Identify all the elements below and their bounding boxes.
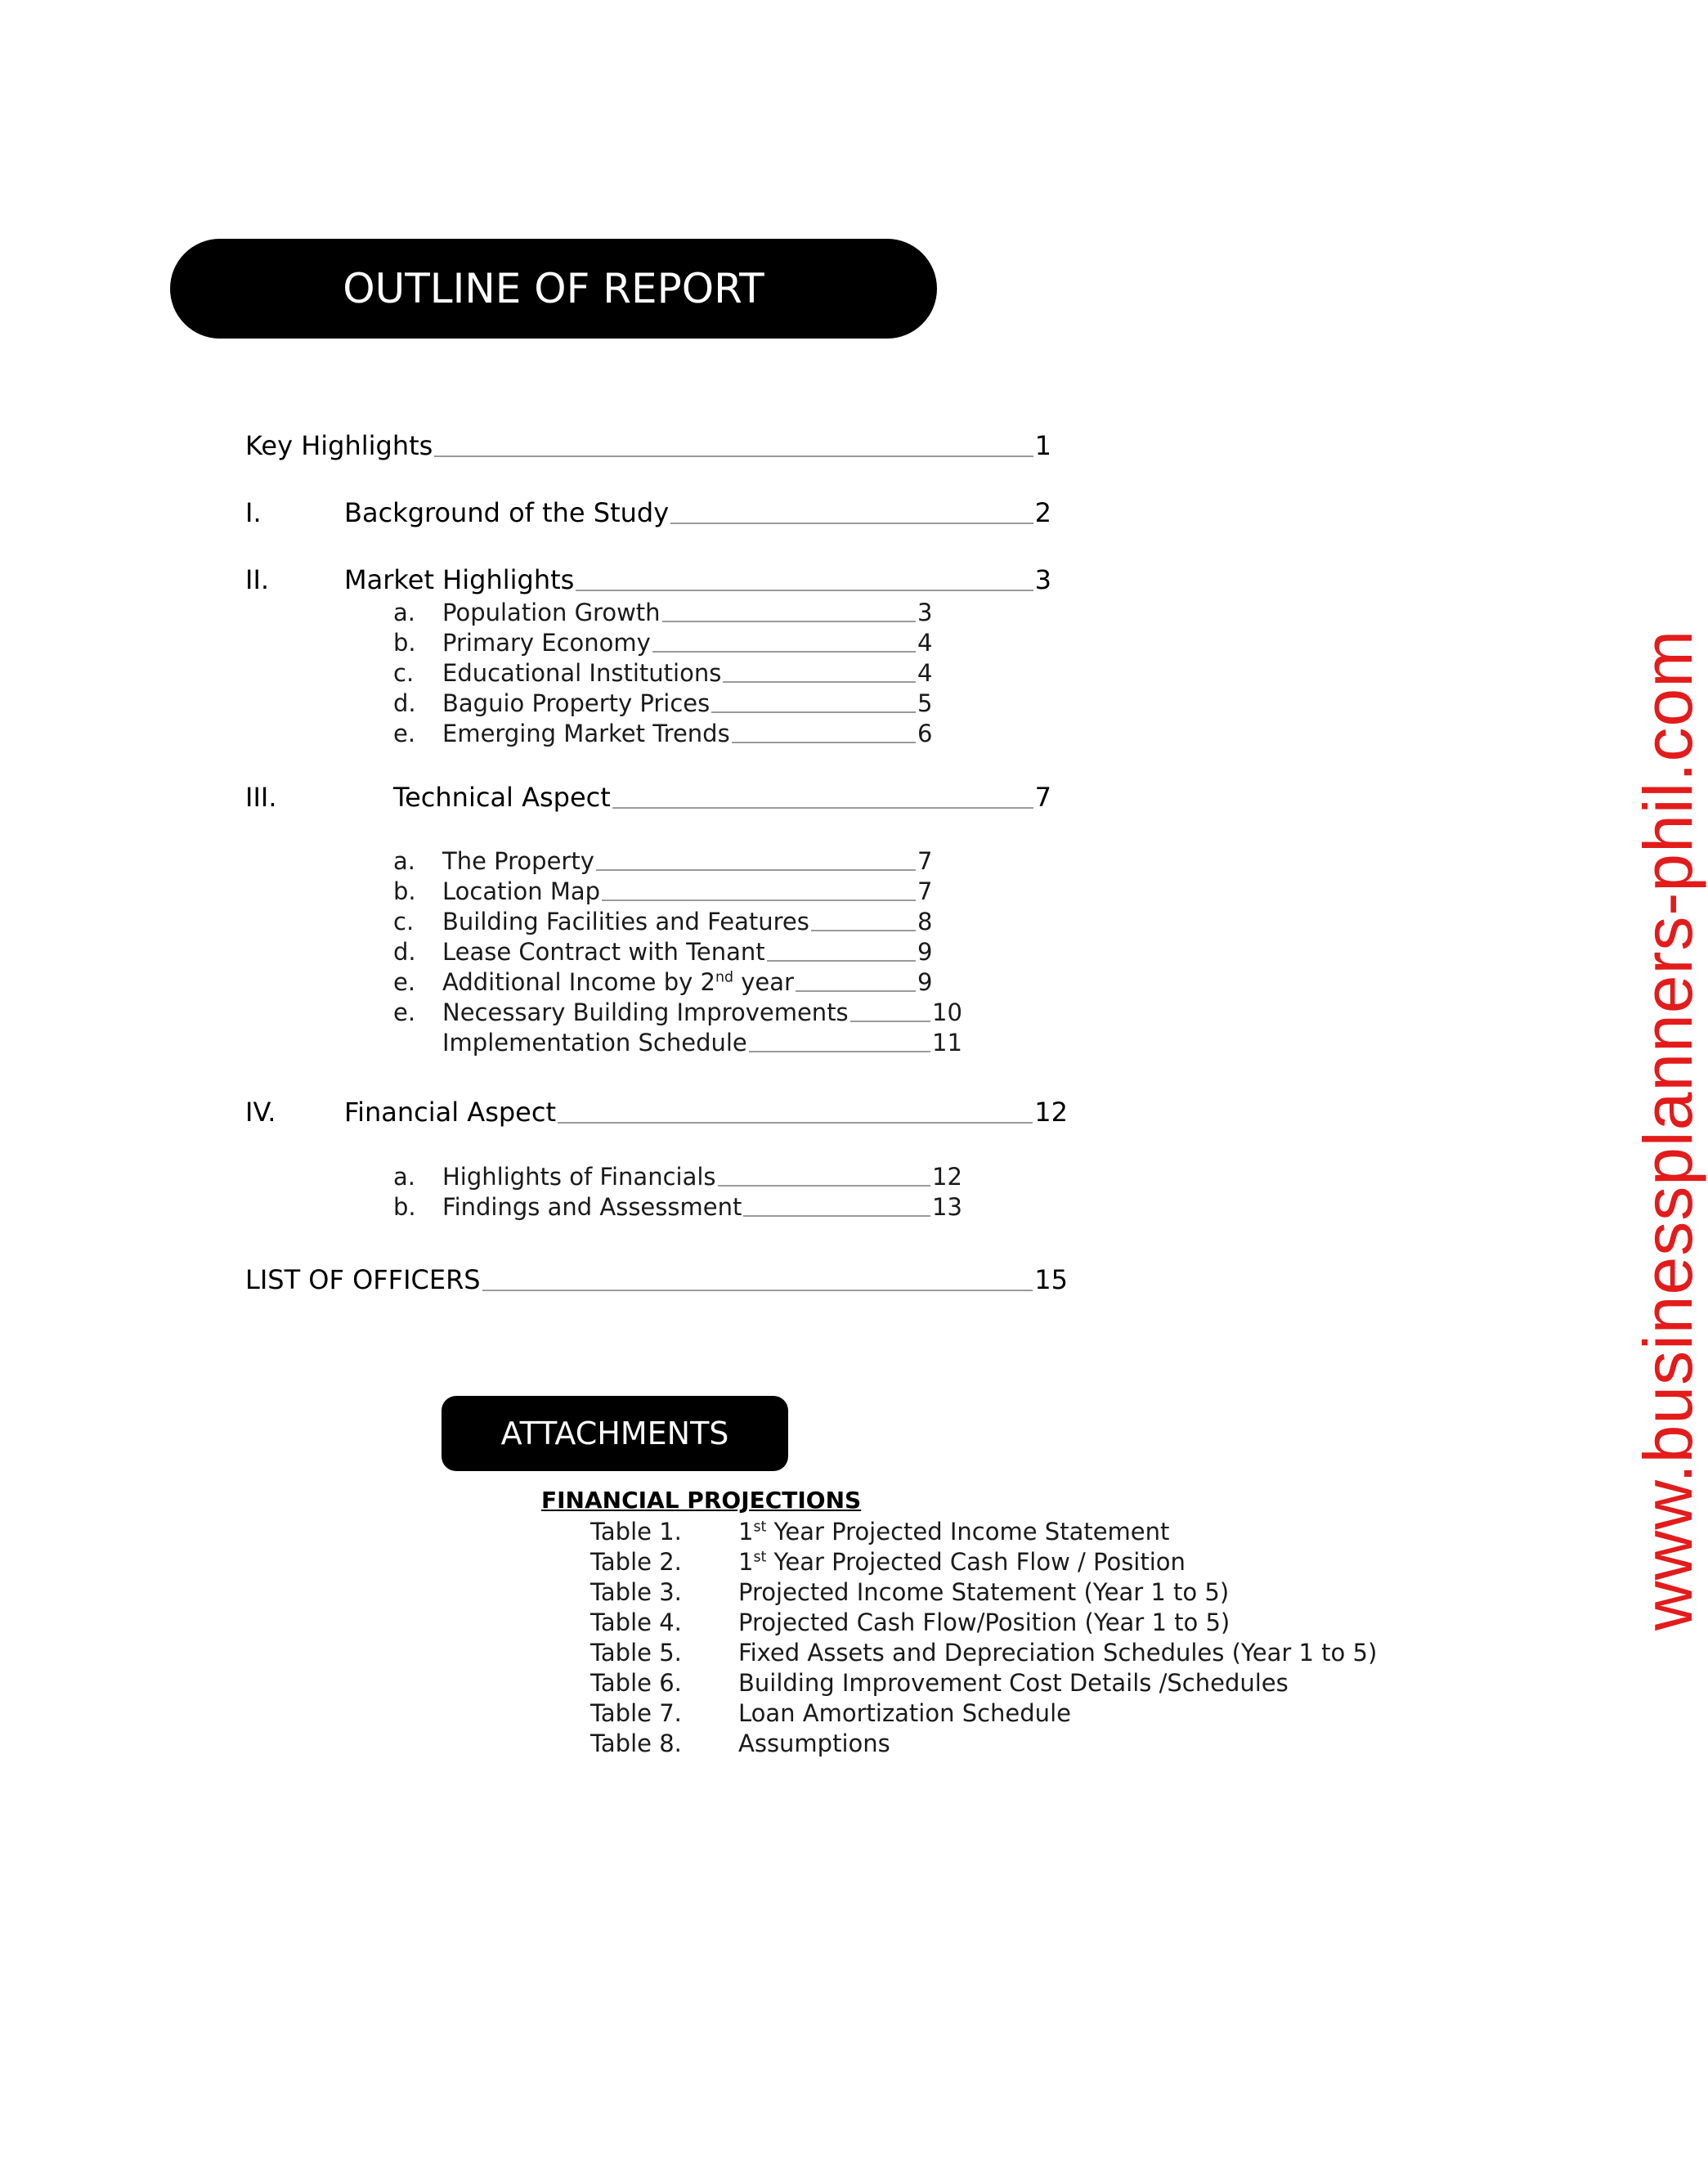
toc-sub-page: 6 xyxy=(917,720,933,747)
toc-sub-page: 7 xyxy=(917,877,933,905)
toc-sub-entry xyxy=(442,689,950,717)
toc-entry-label: Market Highlights xyxy=(344,564,575,595)
toc-entry-page: 15 xyxy=(1034,1264,1068,1295)
toc-entry-financial-aspect xyxy=(344,1097,1068,1128)
toc-sub-page: 10 xyxy=(932,998,962,1026)
toc-leader-line xyxy=(718,1185,930,1187)
toc-sub-label: Lease Contract with Tenant xyxy=(442,938,765,966)
toc-sub-entry xyxy=(442,847,950,875)
toc-sub-letter: e. xyxy=(393,998,416,1026)
toc-entry-list-of-officers xyxy=(245,1264,1068,1295)
toc-entry-page: 3 xyxy=(1034,564,1051,595)
toc-leader-line xyxy=(711,711,916,713)
toc-leader-line xyxy=(723,681,916,683)
toc-entry-page: 2 xyxy=(1034,497,1051,528)
attachments-title: ATTACHMENTS xyxy=(500,1416,729,1451)
toc-sub-letter: b. xyxy=(393,877,416,905)
toc-leader-line xyxy=(482,1290,1033,1291)
toc-sub-entry xyxy=(442,1193,965,1221)
attachment-table-description: Building Improvement Cost Details /Schedules xyxy=(738,1669,1289,1697)
toc-leader-line xyxy=(743,1215,930,1217)
attachment-table-label: Table 6. xyxy=(590,1669,682,1697)
toc-leader-line xyxy=(602,900,916,901)
toc-sub-label: Emerging Market Trends xyxy=(442,720,730,747)
toc-entry-label: Technical Aspect xyxy=(393,782,611,813)
attachment-table-label: Table 7. xyxy=(590,1699,682,1727)
attachment-table-label: Table 2. xyxy=(590,1548,682,1576)
attachment-table-description: Loan Amortization Schedule xyxy=(738,1699,1071,1727)
attachment-table-label: Table 4. xyxy=(590,1608,682,1636)
toc-entry-label: Key Highlights xyxy=(245,430,433,461)
toc-leader-line xyxy=(612,807,1033,809)
toc-sub-page: 3 xyxy=(917,599,933,626)
toc-sub-label: The Property xyxy=(442,847,594,875)
toc-sub-letter: a. xyxy=(393,1163,415,1191)
toc-sub-page: 9 xyxy=(917,968,933,996)
toc-sub-entry xyxy=(442,968,950,996)
toc-sub-page: 4 xyxy=(917,659,933,687)
toc-sub-label: Highlights of Financials xyxy=(442,1163,716,1191)
toc-sub-page: 5 xyxy=(917,689,933,717)
report-title: OUTLINE OF REPORT xyxy=(343,265,764,312)
toc-sub-label: Location Map xyxy=(442,877,601,905)
toc-sub-label: Necessary Building Improvements xyxy=(442,998,849,1026)
attachment-table-description: Projected Income Statement (Year 1 to 5) xyxy=(738,1578,1230,1606)
toc-leader-line xyxy=(811,930,916,931)
attachment-table-label: Table 1. xyxy=(590,1518,682,1546)
toc-entry-page: 1 xyxy=(1034,430,1051,461)
toc-section-numeral: I. xyxy=(245,497,262,528)
toc-sub-label: Educational Institutions xyxy=(442,659,722,687)
toc-leader-line xyxy=(732,742,916,743)
toc-entry-key-highlights xyxy=(245,430,1051,461)
attachment-table-label: Table 3. xyxy=(590,1578,682,1606)
toc-leader-line xyxy=(596,869,916,871)
toc-leader-line xyxy=(749,1051,930,1052)
toc-sub-label: Findings and Assessment xyxy=(442,1193,742,1221)
toc-section-numeral: IV. xyxy=(245,1097,276,1128)
toc-sub-entry xyxy=(442,998,965,1026)
toc-sub-entry xyxy=(442,938,950,966)
toc-sub-letter: c. xyxy=(393,908,415,935)
toc-leader-line xyxy=(767,960,916,962)
toc-sub-page: 13 xyxy=(932,1193,962,1221)
attachment-table-description: Assumptions xyxy=(738,1730,890,1757)
toc-sub-entry xyxy=(442,659,950,687)
toc-sub-entry xyxy=(442,1163,965,1191)
toc-sub-letter: d. xyxy=(393,689,416,717)
toc-sub-page: 8 xyxy=(917,908,933,935)
toc-sub-entry xyxy=(442,599,950,626)
toc-sub-letter: b. xyxy=(393,1193,416,1221)
toc-sub-letter: e. xyxy=(393,968,416,996)
toc-sub-label: Building Facilities and Features xyxy=(442,908,809,935)
toc-sub-label: Primary Economy xyxy=(442,629,651,657)
toc-sub-entry xyxy=(442,908,950,935)
toc-leader-line xyxy=(652,651,916,653)
attachment-table-description: 1st Year Projected Cash Flow / Position xyxy=(738,1548,1186,1576)
attachment-table-label: Table 5. xyxy=(590,1639,682,1667)
toc-sub-entry xyxy=(442,629,950,657)
toc-entry-label: Background of the Study xyxy=(344,497,670,528)
toc-entry-background xyxy=(344,497,1051,528)
toc-sub-letter: c. xyxy=(393,659,415,687)
toc-leader-line xyxy=(670,523,1033,524)
financial-projections-heading: FINANCIAL PROJECTIONS xyxy=(541,1487,862,1514)
website-watermark: www.businessplanners-phil.com xyxy=(1630,629,1706,1631)
toc-leader-line xyxy=(850,1021,930,1022)
toc-leader-line xyxy=(576,590,1033,591)
toc-sub-page: 9 xyxy=(917,938,933,966)
toc-sub-letter: d. xyxy=(393,938,416,966)
toc-sub-label: Baguio Property Prices xyxy=(442,689,711,717)
attachment-table-label: Table 8. xyxy=(590,1730,682,1757)
toc-entry-market-highlights xyxy=(344,564,1051,595)
toc-sub-page: 12 xyxy=(932,1163,962,1191)
toc-sub-letter: a. xyxy=(393,599,415,626)
toc-sub-label: Implementation Schedule xyxy=(442,1029,747,1057)
toc-sub-entry xyxy=(442,720,950,747)
toc-sub-label: Population Growth xyxy=(442,599,661,626)
toc-sub-letter: a. xyxy=(393,847,415,875)
toc-entry-technical-aspect xyxy=(393,782,1051,813)
toc-section-numeral: III. xyxy=(245,782,277,813)
attachment-table-description: Projected Cash Flow/Position (Year 1 to 5) xyxy=(738,1608,1231,1636)
toc-sub-letter: e. xyxy=(393,720,416,747)
toc-section-numeral: II. xyxy=(245,564,270,595)
report-title-banner xyxy=(170,239,937,339)
toc-entry-label: Financial Aspect xyxy=(344,1097,556,1128)
toc-sub-letter: b. xyxy=(393,629,416,657)
toc-entry-label: LIST OF OFFICERS xyxy=(245,1264,481,1295)
toc-sub-entry xyxy=(442,1029,965,1057)
toc-sub-label: Additional Income by 2nd year xyxy=(442,968,794,996)
toc-sub-page: 7 xyxy=(917,847,933,875)
toc-leader-line xyxy=(434,455,1033,457)
toc-sub-page: 4 xyxy=(917,629,933,657)
toc-sub-page: 11 xyxy=(932,1029,962,1057)
attachments-banner xyxy=(442,1396,788,1471)
toc-entry-page: 12 xyxy=(1034,1097,1068,1128)
toc-leader-line xyxy=(796,990,916,992)
attachment-table-description: 1st Year Projected Income Statement xyxy=(738,1518,1170,1546)
toc-sub-entry xyxy=(442,877,950,905)
toc-leader-line xyxy=(558,1122,1033,1124)
toc-entry-page: 7 xyxy=(1034,782,1051,813)
attachment-table-description: Fixed Assets and Depreciation Schedules (Year 1 to 5) xyxy=(738,1639,1378,1667)
toc-leader-line xyxy=(662,621,916,622)
